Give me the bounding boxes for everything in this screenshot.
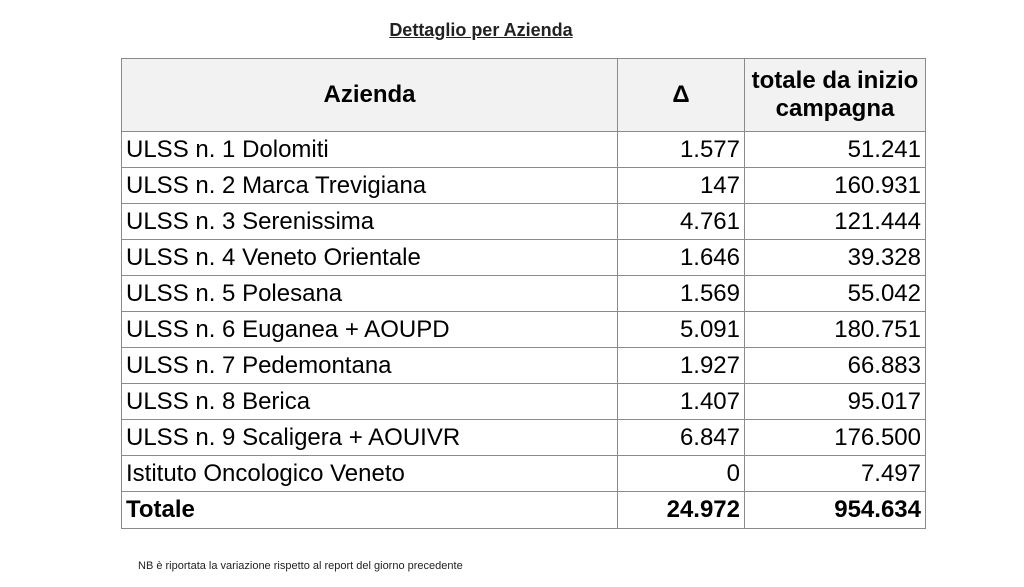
- cell-delta: 1.407: [618, 384, 745, 420]
- cell-delta: 1.646: [618, 240, 745, 276]
- total-delta: 24.972: [618, 492, 745, 529]
- cell-delta: 1.577: [618, 132, 745, 168]
- cell-azienda: ULSS n. 5 Polesana: [122, 276, 618, 312]
- cell-azienda: ULSS n. 3 Serenissima: [122, 204, 618, 240]
- table-header-row: [122, 59, 926, 132]
- header-azienda: Azienda: [122, 59, 618, 132]
- total-row: [122, 492, 926, 529]
- cell-totale: 7.497: [745, 456, 926, 492]
- cell-azienda: ULSS n. 7 Pedemontana: [122, 348, 618, 384]
- table-row: [122, 240, 926, 276]
- table-row: [122, 348, 926, 384]
- cell-delta: 5.091: [618, 312, 745, 348]
- cell-delta: 147: [618, 168, 745, 204]
- cell-totale: 160.931: [745, 168, 926, 204]
- page-title: Dettaglio per Azienda: [389, 20, 573, 40]
- table-row: [122, 456, 926, 492]
- cell-azienda: ULSS n. 1 Dolomiti: [122, 132, 618, 168]
- cell-delta: 1.569: [618, 276, 745, 312]
- footnote: NB è riportata la variazione rispetto al report del giorno precedente: [138, 560, 463, 572]
- total-totale: 954.634: [745, 492, 926, 529]
- cell-azienda: ULSS n. 8 Berica: [122, 384, 618, 420]
- cell-totale: 180.751: [745, 312, 926, 348]
- table-row: [122, 384, 926, 420]
- cell-azienda: ULSS n. 9 Scaligera + AOUIVR: [122, 420, 618, 456]
- header-totale: totale da inizio campagna: [745, 59, 926, 132]
- table-row: [122, 312, 926, 348]
- cell-totale: 39.328: [745, 240, 926, 276]
- cell-azienda: ULSS n. 2 Marca Trevigiana: [122, 168, 618, 204]
- cell-totale: 121.444: [745, 204, 926, 240]
- cell-delta: 6.847: [618, 420, 745, 456]
- table-row: [122, 132, 926, 168]
- cell-totale: 66.883: [745, 348, 926, 384]
- cell-totale: 55.042: [745, 276, 926, 312]
- cell-delta: 0: [618, 456, 745, 492]
- cell-azienda: ULSS n. 6 Euganea + AOUPD: [122, 312, 618, 348]
- azienda-table: [121, 58, 926, 529]
- header-delta: Δ: [618, 59, 745, 132]
- cell-azienda: ULSS n. 4 Veneto Orientale: [122, 240, 618, 276]
- cell-totale: 176.500: [745, 420, 926, 456]
- cell-totale: 51.241: [745, 132, 926, 168]
- total-label: Totale: [122, 492, 618, 529]
- table-row: [122, 420, 926, 456]
- cell-delta: 4.761: [618, 204, 745, 240]
- cell-totale: 95.017: [745, 384, 926, 420]
- table-row: [122, 204, 926, 240]
- cell-delta: 1.927: [618, 348, 745, 384]
- cell-azienda: Istituto Oncologico Veneto: [122, 456, 618, 492]
- table-row: [122, 276, 926, 312]
- table-row: [122, 168, 926, 204]
